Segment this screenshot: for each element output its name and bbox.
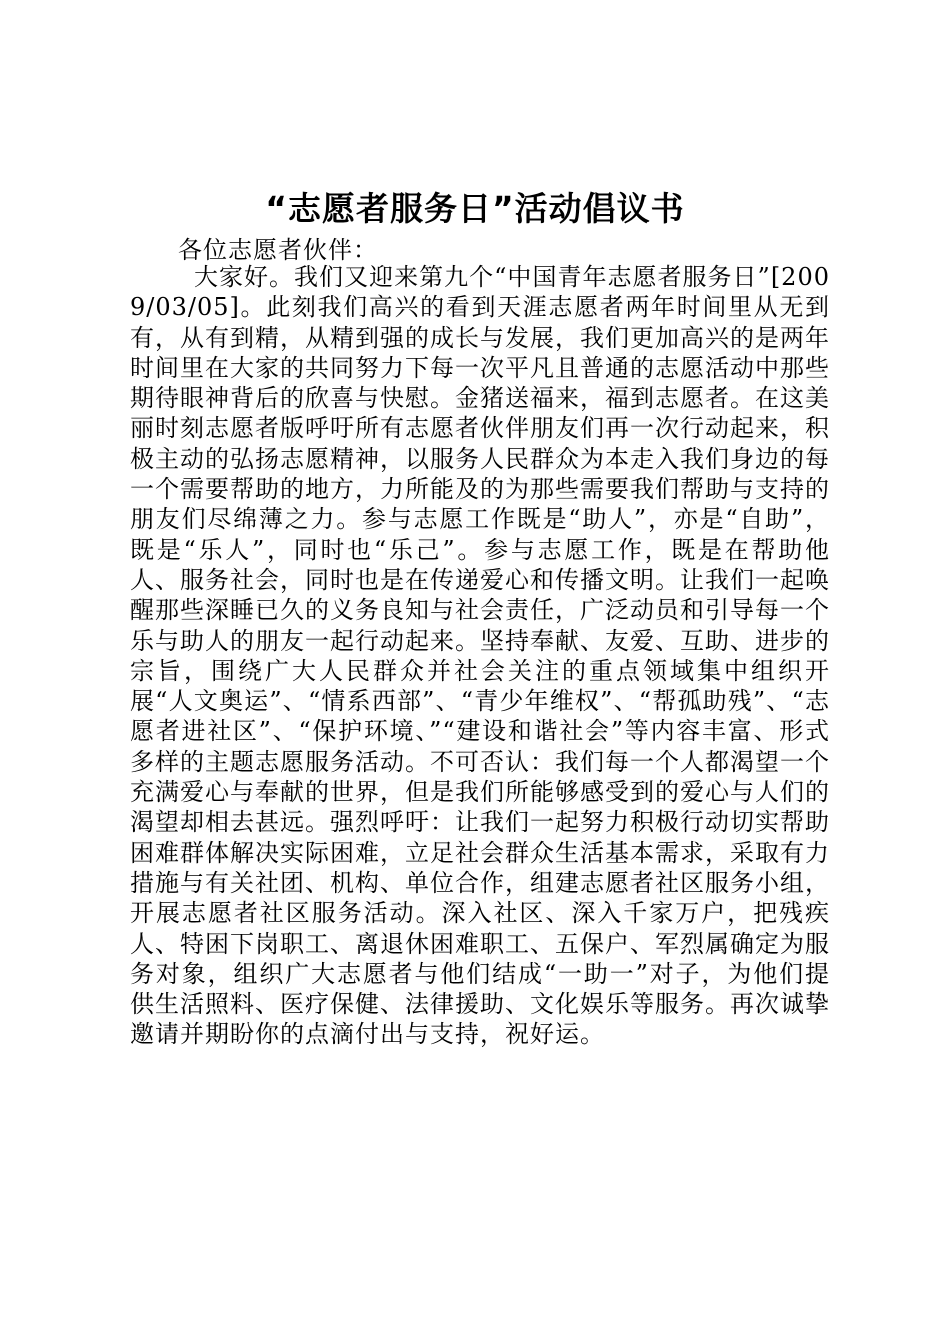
body-paragraph: 大家好。我们又迎来第九个“中国青年志愿者服务日”[2009/03/05]。此刻我们高兴的看到天涯志愿者两年时间里从无到有，从有到精，从精到强的成长与发展，我们更加高兴的是两年时间里在大家的共同努力下每一次平凡且普通的志愿活动中那些期待眼神背后的欣喜与快慰。金猪送福来，福到志愿者。在这美丽时刻志愿者版呼吁所有志愿者伙伴朋友们再一次行动起来，积极主动的弘扬志愿精神，以服务人民群众为本走入我们身边的每一个需要帮助的地方，力所能及的为那些需要我们帮助与支持的朋友们尽绵薄之力。参与志愿工作既是“助人”，亦是“自助”，既是“乐人”，同时也“乐己”。参与志愿工作，既是在帮助他人、服务社会，同时也是在传递爱心和传播文明。让我们一起唤醒那些深睡已久的义务良知与社会责任，广泛动员和引导每一个乐与助人的朋友一起行动起来。坚持奉献、友爱、互助、进步的宗旨，围绕广大人民群众并社会关注的重点领域集中组织开展“人文奥运”、“情系西部”、“青少年维权”、“帮孤助残”、“志愿者进社区”、“保护环境、”“建设和谐社会”等内容丰富、形式多样的主题志愿服务活动。不可否认：我们每一个人都渴望一个充满爱心与奉献的世界，但是我们所能够感受到的爱心与人们的渴望却相去甚远。强烈呼吁：让我们一起努力积极行动切实帮助困难群体解决实际困难，立足社会群众生活基本需求，采取有力措施与有关社团、机构、单位合作，组建志愿者社区服务小组，开展志愿者社区服务活动。深入社区、深入千家万户，把残疾人、特困下岗职工、离退休困难职工、五保户、军烈属确定为服务对象，组织广大志愿者与他们结成“一助一”对子，为他们提供生活照料、医疗保健、法律援助、文化娱乐等服务。再次诚挚邀请并期盼你的点滴付出与支持，祝好运。 — [130, 263, 830, 1049]
document-title: “志愿者服务日”活动倡议书 — [265, 189, 685, 228]
salutation: 各位志愿者伙伴： — [178, 236, 378, 264]
